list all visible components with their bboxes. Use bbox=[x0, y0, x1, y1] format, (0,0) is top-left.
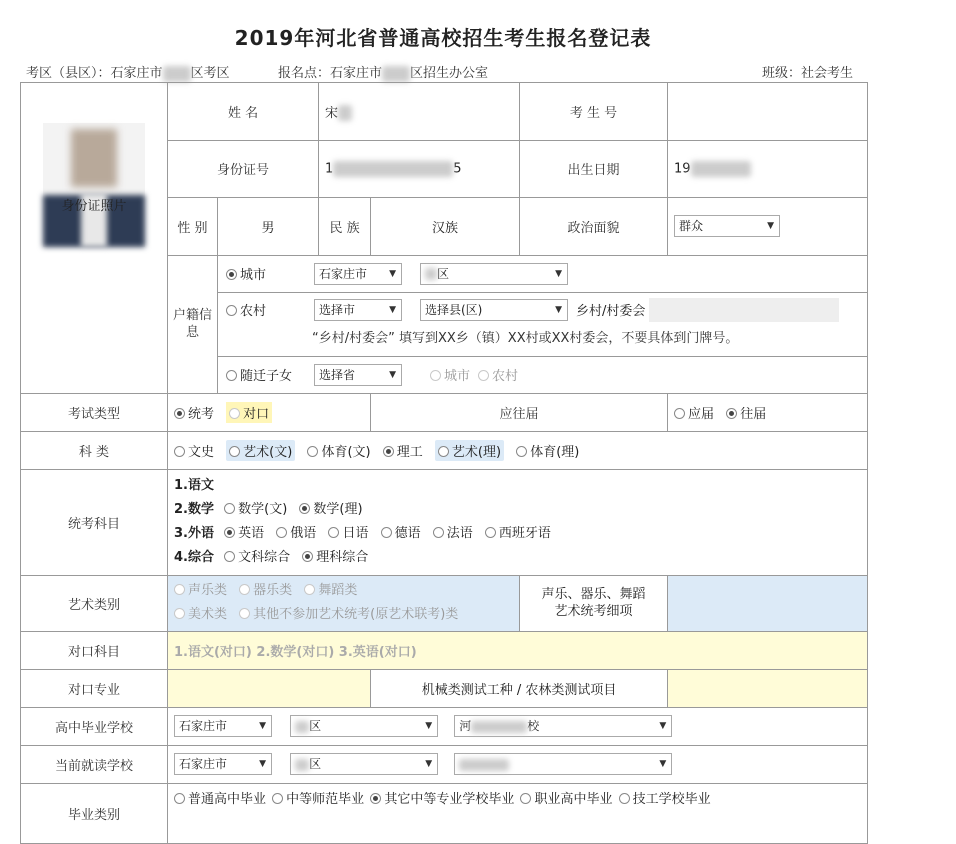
radio-icon bbox=[239, 608, 250, 619]
radio-icon bbox=[224, 527, 235, 538]
id-photo-cell bbox=[21, 83, 168, 256]
photo-caption-cell bbox=[21, 199, 168, 393]
lang-japanese[interactable]: 日语 bbox=[328, 522, 368, 546]
art-detail-field[interactable] bbox=[668, 575, 868, 631]
radio-icon bbox=[430, 370, 441, 381]
registration-site: 报名点：石家庄市 区招生办公室 bbox=[278, 66, 489, 81]
subject-category-label: 科 类 bbox=[21, 431, 168, 469]
lang-german[interactable]: 德语 bbox=[381, 522, 421, 546]
math-liberal[interactable]: 数学(文) bbox=[224, 498, 287, 522]
chevron-down-icon: ▼ bbox=[659, 759, 667, 769]
gender-label: 性 别 bbox=[168, 198, 218, 256]
radio-icon bbox=[226, 305, 237, 316]
category-art-science[interactable]: 艺术(理) bbox=[435, 440, 504, 461]
name-label: 姓 名 bbox=[168, 83, 319, 141]
art-vocal[interactable]: 声乐类 bbox=[174, 579, 227, 603]
vocational-major-field[interactable] bbox=[168, 669, 371, 707]
subject-math-row: 2.数学 数学(文) 数学(理) bbox=[174, 498, 861, 522]
migrant-province-select[interactable]: 选择省 ▼ bbox=[314, 364, 402, 386]
lang-russian[interactable]: 俄语 bbox=[276, 522, 316, 546]
exam-type-unified[interactable]: 统考 bbox=[174, 403, 214, 422]
radio-icon bbox=[370, 793, 381, 804]
chevron-down-icon: ▼ bbox=[425, 721, 433, 731]
category-sports-liberal[interactable]: 体育(文) bbox=[307, 441, 370, 460]
exam-type-cell bbox=[168, 393, 371, 431]
radio-icon bbox=[674, 408, 685, 419]
radio-icon bbox=[226, 269, 237, 280]
graduate-current[interactable]: 应届 bbox=[674, 403, 714, 422]
unified-subjects-label: 统考科目 bbox=[21, 469, 168, 575]
lang-spanish[interactable]: 西班牙语 bbox=[485, 522, 551, 546]
gender-value: 男 bbox=[218, 198, 319, 256]
radio-icon bbox=[520, 793, 531, 804]
household-label: 户籍信息 bbox=[168, 255, 218, 393]
exam-type-label: 考试类型 bbox=[21, 393, 168, 431]
math-science[interactable]: 数学(理) bbox=[299, 498, 362, 522]
comp-liberal[interactable]: 文科综合 bbox=[224, 546, 290, 570]
migrant-row bbox=[218, 357, 867, 393]
chevron-down-icon: ▼ bbox=[767, 221, 775, 232]
grad-technical-school[interactable]: 技工学校毕业 bbox=[619, 788, 711, 807]
migrant-rural-option[interactable]: 农村 bbox=[478, 365, 518, 384]
chevron-down-icon: ▼ bbox=[389, 304, 396, 315]
current-district-select[interactable]: 区 ▼ bbox=[290, 753, 438, 775]
politics-label: 政治面貌 bbox=[520, 198, 668, 256]
form-title: 2019年河北省普通高校招生考生报名登记表 bbox=[234, 26, 652, 50]
radio-icon bbox=[433, 527, 444, 538]
radio-icon bbox=[302, 551, 313, 562]
chevron-down-icon: ▼ bbox=[389, 369, 396, 380]
art-category-label: 艺术类别 bbox=[21, 575, 168, 631]
exam-number-field[interactable] bbox=[668, 83, 868, 141]
subject-language-row: 3.外语 英语 俄语 日语 德语 法语 西班牙语 bbox=[174, 522, 861, 546]
radio-icon bbox=[174, 446, 185, 457]
highschool-label: 高中毕业学校 bbox=[21, 707, 168, 745]
chevron-down-icon: ▼ bbox=[425, 759, 433, 769]
radio-icon bbox=[516, 446, 527, 457]
id-card-label: 身份证号 bbox=[168, 140, 319, 198]
radio-icon bbox=[307, 446, 318, 457]
art-instrumental[interactable]: 器乐类 bbox=[239, 579, 292, 603]
politics-select[interactable]: 群众 ▼ bbox=[674, 215, 780, 237]
current-city-select[interactable]: 石家庄市 ▼ bbox=[174, 753, 272, 775]
vocational-subjects-label: 对口科目 bbox=[21, 631, 168, 669]
vocational-major-label: 对口专业 bbox=[21, 669, 168, 707]
radio-icon bbox=[174, 584, 185, 595]
subject-category-cell bbox=[168, 431, 868, 469]
radio-icon bbox=[239, 584, 250, 595]
mechanical-test-field[interactable] bbox=[668, 669, 868, 707]
chevron-down-icon: ▼ bbox=[555, 304, 562, 315]
highschool-cell bbox=[168, 707, 868, 745]
birth-date-field[interactable]: 19 bbox=[668, 140, 868, 198]
household-district-select[interactable]: 区 ▼ bbox=[420, 263, 568, 285]
chevron-down-icon: ▼ bbox=[259, 759, 266, 769]
chevron-down-icon: ▼ bbox=[659, 721, 667, 731]
nation-value: 汉族 bbox=[371, 198, 520, 256]
mechanical-test-label: 机械类测试工种 / 农林类测试项目 bbox=[371, 669, 668, 707]
radio-icon bbox=[381, 527, 392, 538]
radio-icon bbox=[224, 503, 235, 514]
radio-icon bbox=[304, 584, 315, 595]
radio-icon bbox=[299, 503, 310, 514]
vocational-subjects-value: 1.语文(对口) 2.数学(对口) 3.英语(对口) bbox=[168, 631, 868, 669]
exam-number-label: 考 生 号 bbox=[520, 83, 668, 141]
radio-icon bbox=[383, 446, 394, 457]
birth-date-label: 出生日期 bbox=[520, 140, 668, 198]
current-school-cell bbox=[168, 745, 868, 783]
lang-english[interactable]: 英语 bbox=[224, 522, 264, 546]
category-art-liberal[interactable]: 艺术(文) bbox=[226, 440, 295, 461]
household-rural-row bbox=[218, 293, 867, 357]
household-rural-option[interactable]: 农村 bbox=[226, 300, 306, 319]
household-cell bbox=[218, 255, 868, 393]
nation-label: 民 族 bbox=[319, 198, 371, 256]
lang-french[interactable]: 法语 bbox=[433, 522, 473, 546]
radio-icon bbox=[726, 408, 737, 419]
household-city-select[interactable]: 石家庄市 ▼ bbox=[314, 263, 402, 285]
art-other[interactable]: 其他不参加艺术统考(原艺术联考)类 bbox=[239, 603, 458, 627]
graduate-previous[interactable]: 往届 bbox=[726, 403, 766, 422]
art-detail-label: 声乐、器乐、舞蹈艺术统考细项 bbox=[520, 575, 668, 631]
village-input[interactable] bbox=[649, 298, 839, 322]
id-photo bbox=[43, 123, 145, 247]
radio-icon bbox=[272, 793, 283, 804]
subject-chinese: 1.语文 bbox=[174, 478, 214, 493]
graduation-type-cell bbox=[168, 783, 868, 843]
art-dance[interactable]: 舞蹈类 bbox=[304, 579, 357, 603]
name-field[interactable]: 宋 bbox=[319, 83, 520, 141]
class-label: 班级：社会考生 bbox=[762, 66, 854, 81]
chevron-down-icon: ▼ bbox=[259, 721, 266, 731]
highschool-city-select[interactable]: 石家庄市 ▼ bbox=[174, 715, 272, 737]
current-school-label: 当前就读学校 bbox=[21, 745, 168, 783]
highschool-district-select[interactable]: 区 ▼ bbox=[290, 715, 438, 737]
radio-icon bbox=[619, 793, 630, 804]
radio-icon bbox=[485, 527, 496, 538]
radio-icon bbox=[478, 370, 489, 381]
radio-icon bbox=[328, 527, 339, 538]
art-fine-arts[interactable]: 美术类 bbox=[174, 603, 227, 627]
comp-science[interactable]: 理科综合 bbox=[302, 546, 368, 570]
id-card-field[interactable]: 1 5 bbox=[319, 140, 520, 198]
radio-icon bbox=[438, 446, 449, 457]
radio-icon bbox=[224, 551, 235, 562]
graduate-status-label: 应往届 bbox=[371, 393, 668, 431]
chevron-down-icon: ▼ bbox=[555, 268, 562, 279]
exam-type-vocational[interactable]: 对口 bbox=[226, 402, 272, 423]
grad-vocational-hs[interactable]: 职业高中毕业 bbox=[520, 788, 612, 807]
current-school-select[interactable] bbox=[454, 753, 672, 775]
radio-icon bbox=[226, 370, 237, 381]
graduate-status-cell bbox=[668, 393, 868, 431]
household-city-option[interactable]: 城市 bbox=[226, 264, 306, 283]
highschool-name-select[interactable]: 河 校 ▼ bbox=[454, 715, 672, 737]
rural-county-select[interactable]: 选择县(区) ▼ bbox=[420, 299, 568, 321]
grad-general-hs[interactable]: 普通高中毕业 bbox=[174, 788, 266, 807]
radio-icon bbox=[276, 527, 287, 538]
village-note: “乡村/村委会” 填写到XX乡（镇）XX村或XX村委会，不要具体到门牌号。 bbox=[312, 330, 739, 346]
grad-other-secondary[interactable]: 其它中等专业学校毕业 bbox=[370, 788, 514, 807]
art-category-cell bbox=[168, 575, 520, 631]
grad-normal-school[interactable]: 中等师范毕业 bbox=[272, 788, 364, 807]
radio-icon bbox=[229, 408, 240, 419]
photo-caption: 身份证照片 bbox=[61, 199, 127, 214]
category-science[interactable]: 理工 bbox=[383, 441, 423, 460]
radio-icon bbox=[174, 793, 185, 804]
chevron-down-icon: ▼ bbox=[389, 268, 396, 279]
subject-comprehensive-row: 4.综合 文科综合 理科综合 bbox=[174, 546, 861, 570]
migrant-city-option[interactable]: 城市 bbox=[430, 365, 470, 384]
radio-icon bbox=[229, 446, 240, 457]
radio-icon bbox=[174, 608, 185, 619]
graduation-type-label: 毕业类别 bbox=[21, 783, 168, 843]
village-label: 乡村/村委会 bbox=[576, 304, 646, 319]
exam-area: 考区（县区）：石家庄市 区考区 bbox=[26, 66, 230, 81]
category-liberal-arts[interactable]: 文史 bbox=[174, 441, 214, 460]
radio-icon bbox=[174, 408, 185, 419]
politics-cell bbox=[668, 198, 868, 256]
unified-subjects-cell bbox=[168, 469, 868, 575]
migrant-option[interactable]: 随迁子女 bbox=[226, 365, 306, 384]
household-city-row bbox=[218, 256, 867, 293]
category-sports-science[interactable]: 体育(理) bbox=[516, 441, 579, 460]
registration-form bbox=[20, 82, 868, 844]
rural-city-select[interactable]: 选择市 ▼ bbox=[314, 299, 402, 321]
